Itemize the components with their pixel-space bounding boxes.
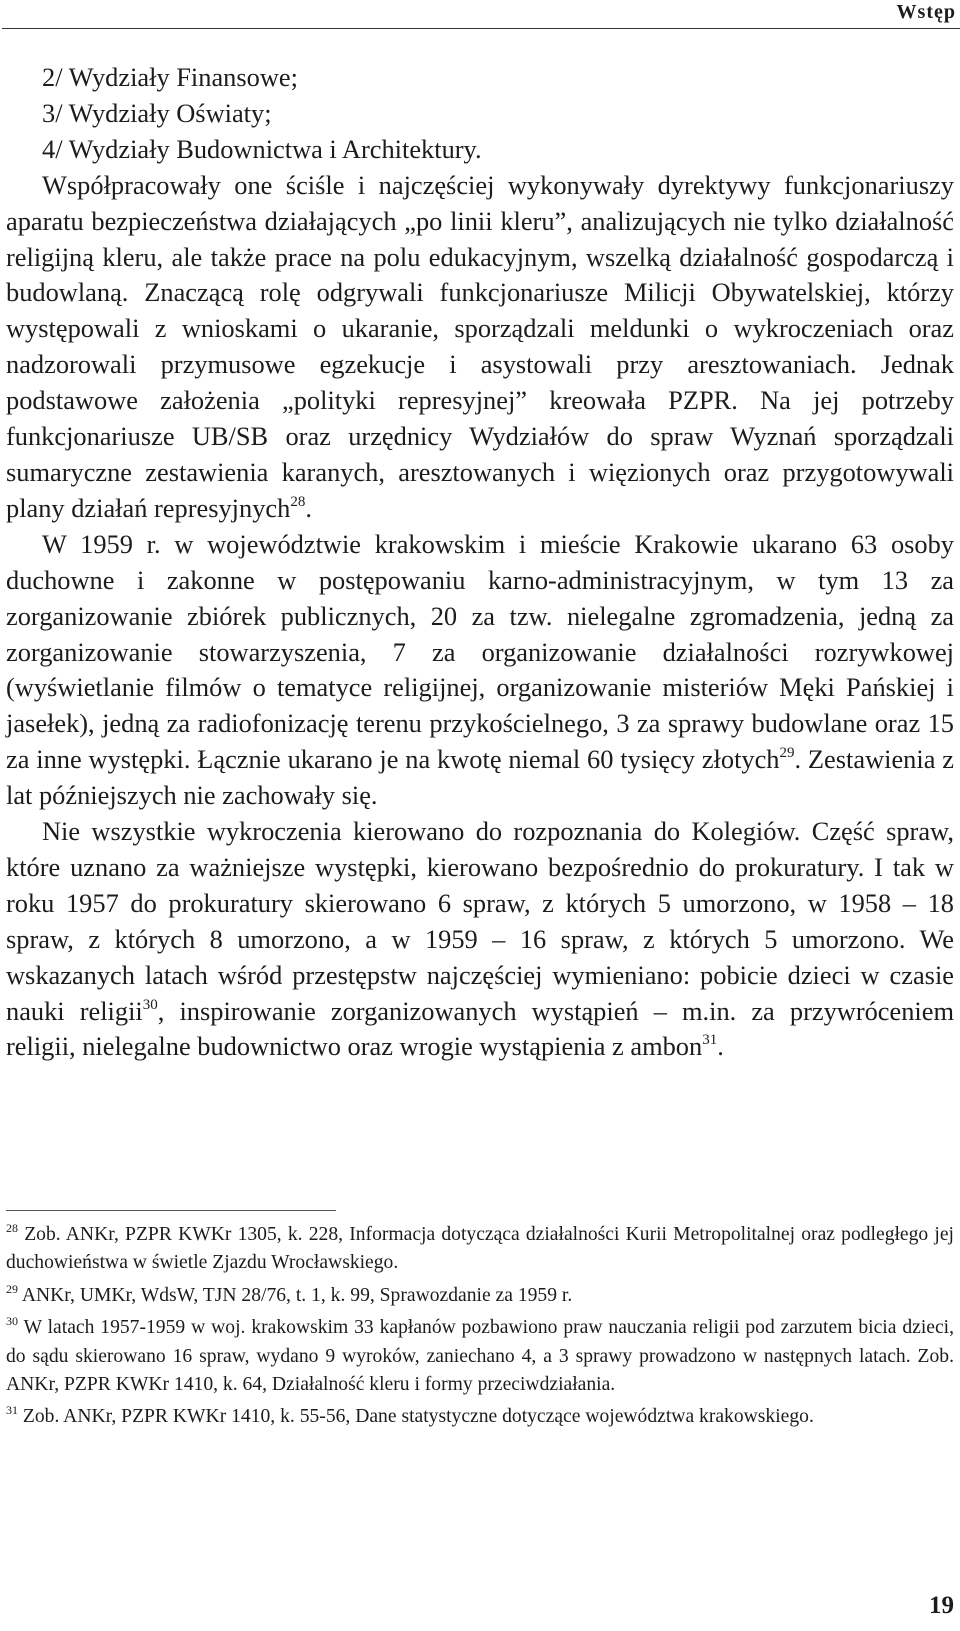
footnote: [6, 1403, 954, 1431]
list-item: 4/ Wydziały Budownictwa i Architektury.: [42, 133, 482, 164]
paragraph: [6, 168, 954, 527]
footnote-text: Zob. ANKr, PZPR KWKr 1305, k. 228, Informacja dotycząca działalności Kurii Metropolitalnej oraz podległego jej duchowieństwa w świetle Zjazdu Wrocławskiego.: [6, 1224, 954, 1274]
running-header: [0, 0, 960, 32]
paragraph-text: W 1959 r. w województwie krakowskim i mieście Krakowie ukarano 63 osoby duchowne i zakonne w postępowaniu karno-administracyjnym, w tym 13 za zorganizowanie zbiórek publicznych, 20 za tzw. nielegalne zgromadzenia, jedną za zorganizowanie stowarzyszenia, 7 za organizowanie działalności rozrywkowej (wyświetlanie filmów o tematyce religijnej, organizowanie misteriów Męki Pańskiej i jasełek), jedną za radiofonizację terenu przykościelnego, 3 za sprawy budowlane oraz 15 za inne występki. Łącznie ukarano je na kwotę niemal 60 tysięcy złotych: [6, 528, 954, 775]
page-number: 19: [929, 1592, 954, 1619]
paragraph-text: Współpracowały one ściśle i najczęściej wykonywały dyrektywy funkcjonariuszy aparatu bezpieczeństwa działających „po linii kleru”, analizujących nie tylko działalność religijną kleru, ale także prace na polu edukacyjnym, wszelką działalność gospodarczą i budowlaną. Znaczącą rolę odgrywali funkcjonariusze Milicji Obywatelskiej, którzy występowali z wnioskami o ukaranie, sporządzali meldunki o wykroczeniach oraz nadzorowali przymusowe egzekucje i asystowali przy aresztowaniach. Jednak podstawowe założenia „polityki represyjnej” kreowała PZPR. Na jej potrzeby funkcjonariusze UB/SB oraz urzędnicy Wydziałów do spraw Wyznań sporządzali sumaryczne zestawienia karanych, aresztowanych i więzionych oraz przygotowywali plany działań represyjnych: [6, 169, 954, 523]
footnote-ref[interactable]: 31: [702, 1032, 718, 1049]
chapter-title: Wstęp: [896, 1, 956, 23]
footnote-number: 29: [6, 1281, 18, 1296]
footnote-number: 31: [6, 1403, 18, 1418]
paragraph-text: Nie wszystkie wykroczenia kierowano do rozpoznania do Kolegiów. Część spraw, które uznano za ważniejsze występki, kierowano bezpośrednio do prokuratury. I tak w roku 1957 do prokuratury skierowano 6 spraw, z których 5 umorzono, w 1958 – 18 spraw, z których 8 umorzono, a w 1959 – 16 spraw, z których 5 umorzono. We wskazanych latach wśród przestępstw najczęściej wymieniano: pobicie dzieci w czasie nauki religii: [6, 816, 954, 1026]
paragraph-text: .: [305, 492, 312, 523]
header-rule: [2, 28, 960, 29]
footnote-ref[interactable]: 29: [779, 745, 795, 762]
footnote: [6, 1314, 954, 1399]
paragraph-text: , inspirowanie zorganizowanych wystąpień – m.in. za przywróceniem religii, nielegalne budownictwo oraz wrogie wystąpienia z ambon: [6, 995, 954, 1062]
list-item: 2/ Wydziały Finansowe;: [42, 62, 298, 92]
footnote-separator: [6, 1210, 336, 1211]
footnote-text: W latach 1957-1959 w woj. krakowskim 33 kapłanów pozbawiono praw nauczania religii pod zarzutem bicia dzieci, do sądu skierowano 16 spraw, wydano 9 wyroków, zaniechano 4, a 3 sprawy prowadzono w następnych latach. Zob. ANKr, PZPR KWKr 1410, k. 64, Działalność kleru i formy przeciwdziałania.: [6, 1317, 954, 1396]
footnote-number: 30: [6, 1314, 18, 1329]
paragraph-text: . Zestawienia z lat późniejszych nie zachowały się.: [6, 744, 954, 811]
footnote-text: Zob. ANKr, PZPR KWKr 1410, k. 55-56, Dane statystyczne dotyczące województwa krakowskiego.: [22, 1406, 814, 1428]
footnotes: [6, 1221, 954, 1436]
paragraph: [6, 814, 954, 1065]
footnote-text: ANKr, UMKr, WdsW, TJN 28/76, t. 1, k. 99, Sprawozdanie za 1959 r.: [21, 1284, 573, 1306]
paragraph-text: .: [717, 1031, 724, 1062]
footnote: [6, 1282, 954, 1310]
footnote: [6, 1221, 954, 1278]
main-text: [6, 60, 954, 1065]
footnote-number: 28: [6, 1221, 18, 1235]
footnote-ref[interactable]: 30: [142, 996, 158, 1013]
footnote-ref[interactable]: 28: [290, 493, 306, 510]
list-item: 3/ Wydziały Oświaty;: [42, 97, 272, 128]
paragraph: [6, 527, 954, 814]
